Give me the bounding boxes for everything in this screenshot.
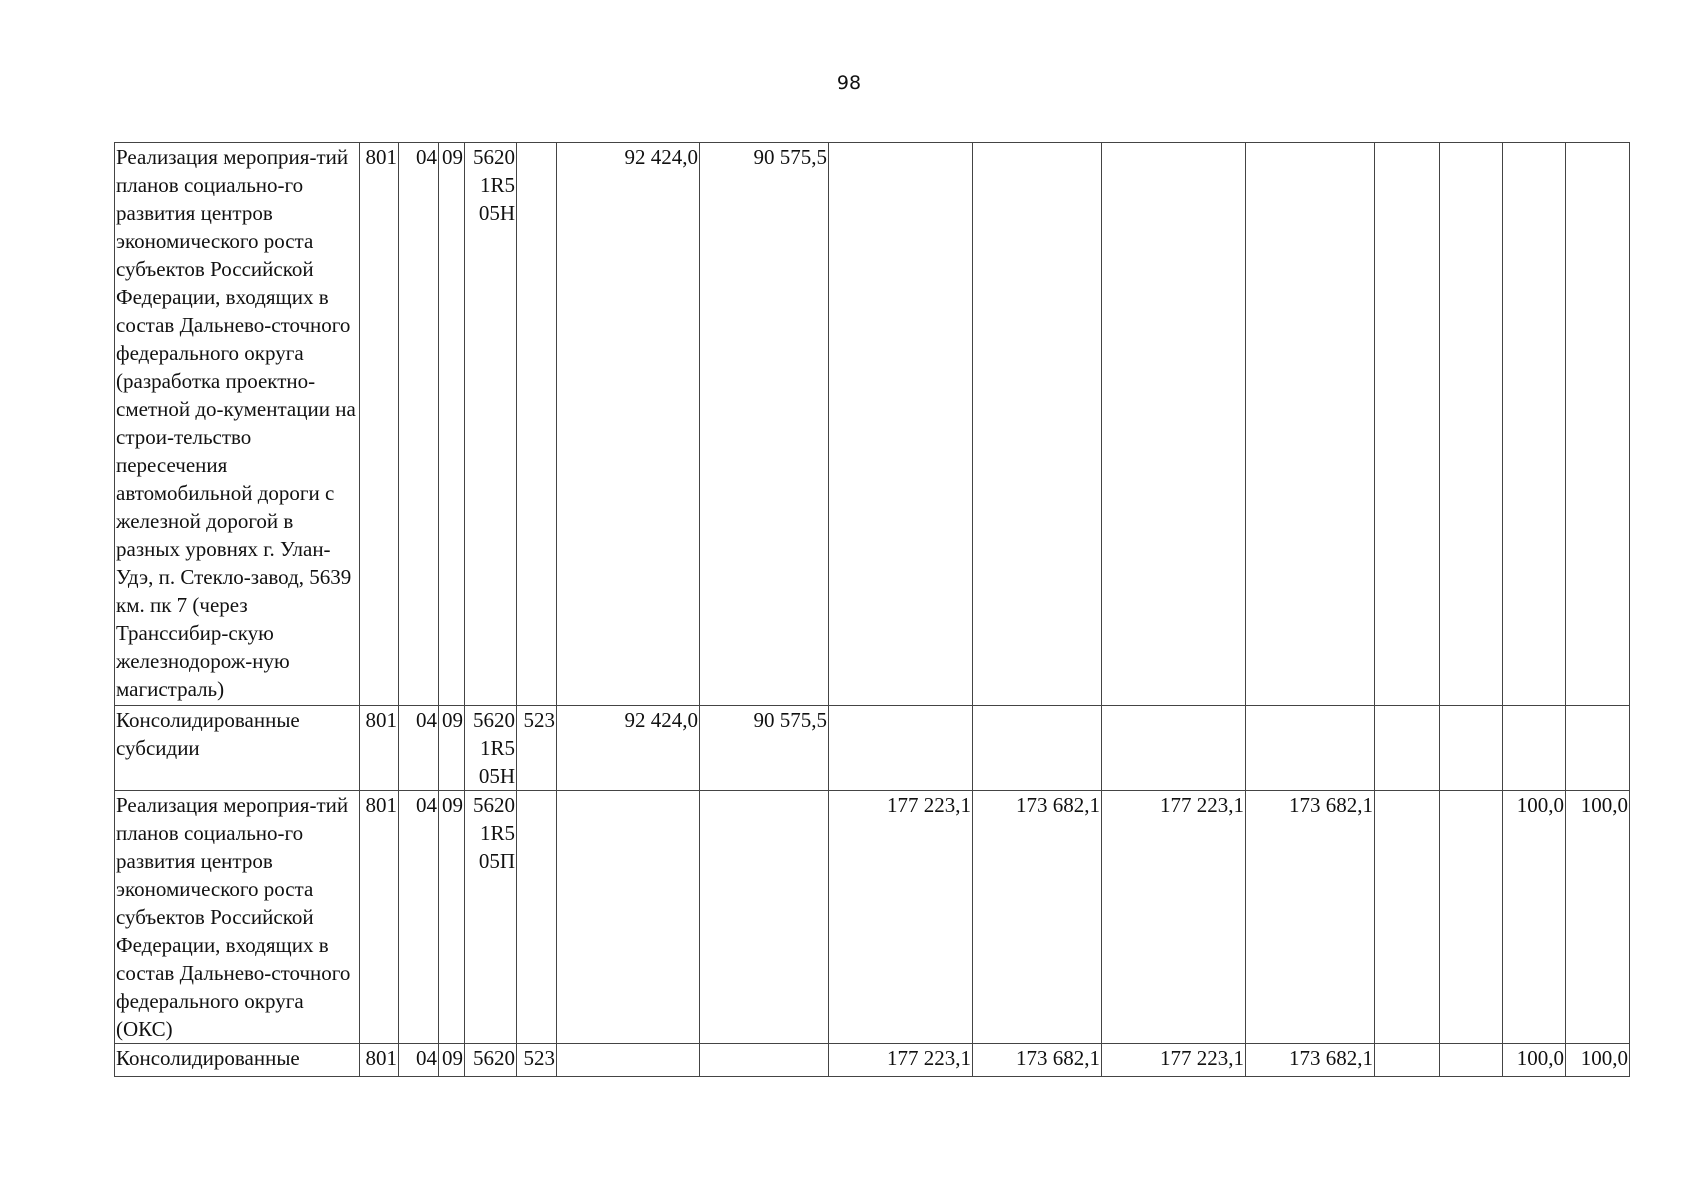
percent-cell [1503,706,1566,791]
target-article-code: 5620 [465,1044,517,1077]
section-code: 04 [399,791,439,1044]
table-row [115,143,1630,706]
value-cell: 173 682,1 [973,1044,1102,1077]
row-name: Реализация мероприя-тий планов социально-го развития центров экономического роста субъектов Российской Федерации, входящих в состав Дальнево-сточного федерального округа (разработка проектно-сметной до-кументации на строи-тельство пересечения автомобильной дороги с железной дорогой в разных уровнях г. Улан-Удэ, п. Стекло-завод, 5639 км. пк 7 (через Транссибир-скую железнодорож-ную магистраль) [115,143,360,706]
value-cell: 177 223,1 [829,1044,973,1077]
value-cell [1375,791,1440,1044]
percent-cell: 100,0 [1503,1044,1566,1077]
row-name: Консолидированные субсидии [115,706,360,791]
value-cell [1440,791,1503,1044]
subsection-code: 09 [439,791,465,1044]
value-cell [1440,143,1503,706]
value-cell: 177 223,1 [1102,1044,1246,1077]
table-row [115,1044,1630,1077]
value-cell: 92 424,0 [557,143,700,706]
expense-type-code [517,143,557,706]
expense-type-code: 523 [517,1044,557,1077]
value-cell [1375,143,1440,706]
table-row [115,791,1630,1044]
grbs-code: 801 [360,1044,399,1077]
value-cell: 92 424,0 [557,706,700,791]
value-cell [973,706,1102,791]
percent-cell: 100,0 [1503,791,1566,1044]
grbs-code: 801 [360,706,399,791]
value-cell [829,143,973,706]
value-cell [829,706,973,791]
grbs-code: 801 [360,143,399,706]
target-article-code: 5620 1R5 05Н [465,143,517,706]
value-cell [557,791,700,1044]
value-cell: 90 575,5 [700,143,829,706]
section-code: 04 [399,143,439,706]
section-code: 04 [399,706,439,791]
page-number: 98 [836,72,862,94]
value-cell [1102,706,1246,791]
value-cell [700,1044,829,1077]
value-cell: 90 575,5 [700,706,829,791]
value-cell [557,1044,700,1077]
percent-cell [1503,143,1566,706]
budget-table [114,142,1630,1077]
row-name: Реализация мероприя-тий планов социально-го развития центров экономического роста субъектов Российской Федерации, входящих в состав Дальнево-сточного федерального округа (ОКС) [115,791,360,1044]
percent-cell [1566,143,1630,706]
subsection-code: 09 [439,143,465,706]
target-article-code: 5620 1R5 05Н [465,706,517,791]
value-cell [1246,143,1375,706]
value-cell [1440,1044,1503,1077]
row-name: Консолидированные [115,1044,360,1077]
value-cell: 173 682,1 [1246,1044,1375,1077]
target-article-code: 5620 1R5 05П [465,791,517,1044]
table-row [115,706,1630,791]
value-cell: 173 682,1 [1246,791,1375,1044]
value-cell [1375,706,1440,791]
value-cell: 177 223,1 [829,791,973,1044]
value-cell [700,791,829,1044]
percent-cell [1566,706,1630,791]
grbs-code: 801 [360,791,399,1044]
value-cell [1246,706,1375,791]
percent-cell: 100,0 [1566,791,1630,1044]
value-cell [1102,143,1246,706]
value-cell [1375,1044,1440,1077]
value-cell [973,143,1102,706]
percent-cell: 100,0 [1566,1044,1630,1077]
value-cell: 173 682,1 [973,791,1102,1044]
value-cell [1440,706,1503,791]
expense-type-code [517,791,557,1044]
subsection-code: 09 [439,706,465,791]
section-code: 04 [399,1044,439,1077]
subsection-code: 09 [439,1044,465,1077]
value-cell: 177 223,1 [1102,791,1246,1044]
expense-type-code: 523 [517,706,557,791]
